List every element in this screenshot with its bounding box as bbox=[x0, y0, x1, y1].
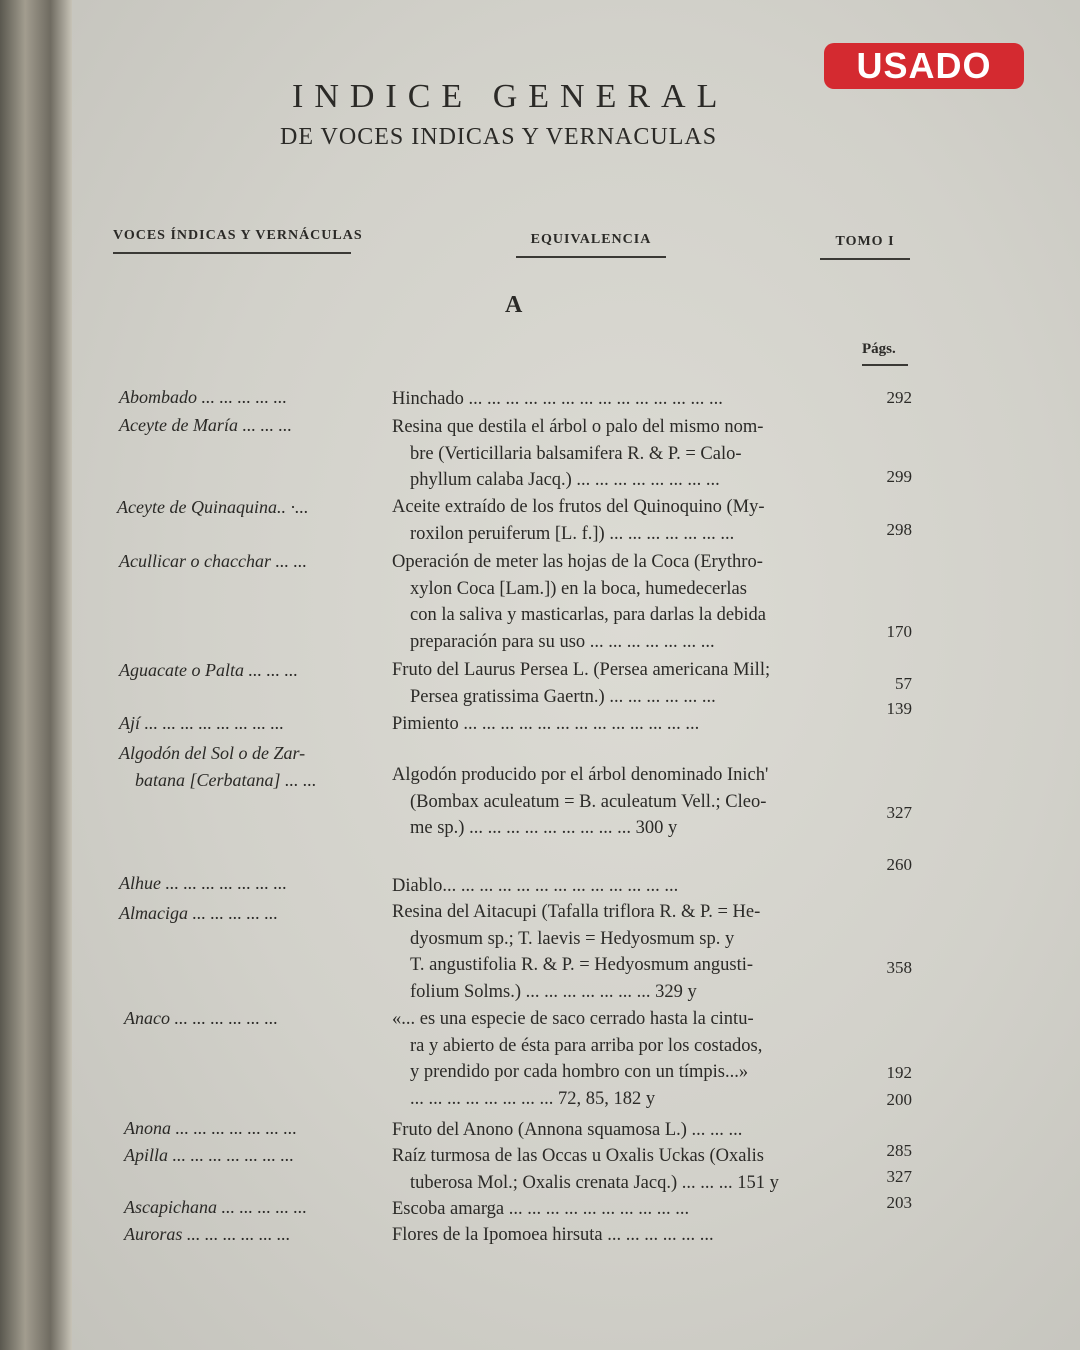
entry-definition: Resina que destila el árbol o palo del mismo nom- bre (Verticillaria balsamifera R. & P. = Calo- phyllum calaba Jacq.) ... ... ... ... ... ... ... ... bbox=[392, 417, 764, 490]
entry-definition: Raíz turmosa de las Occas u Oxalis Uckas (Oxalis tuberosa Mol.; Oxalis crenata Jacq.) ... ... ... 151 y bbox=[392, 1146, 779, 1193]
entry-term-continued: batana [Cerbatana] ... ... bbox=[135, 770, 317, 790]
entry-page: 57 bbox=[895, 674, 912, 693]
entry-term: Aceyte de Quinaquina.. ·... bbox=[117, 497, 309, 517]
entry-term: Anaco ... ... ... ... ... ... bbox=[124, 1008, 278, 1028]
entry-page: 327 bbox=[886, 803, 912, 822]
entry-term: Aceyte de María ... ... ... bbox=[119, 415, 292, 435]
entry-definition: Escoba amarga ... ... ... ... ... ... ... ... ... ... bbox=[392, 1199, 690, 1219]
entry-page: 285 bbox=[886, 1141, 912, 1160]
entry-term: Apilla ... ... ... ... ... ... ... bbox=[124, 1145, 294, 1165]
entry-definition: Diablo... ... ... ... ... ... ... ... ... ... ... ... ... bbox=[392, 876, 679, 896]
entry-term: Aguacate o Palta ... ... ... bbox=[119, 660, 298, 680]
entry-term: Alhue ... ... ... ... ... ... ... bbox=[119, 873, 287, 893]
page-title: INDICE GENERAL bbox=[292, 78, 729, 115]
used-badge: USADO bbox=[824, 43, 1024, 89]
entry-page: 170 bbox=[886, 622, 912, 641]
entry-definition: Operación de meter las hojas de la Coca (Erythro- xylon Coca [Lam.]) en la boca, humedecerlas con la saliva y masticarlas, para darlas la debida preparación para su uso ... ... ... ... ... ... ... bbox=[392, 552, 766, 652]
column-header-tomo: TOMO I bbox=[820, 234, 910, 260]
entry-definition: Aceite extraído de los frutos del Quinoquino (My- roxilon peruiferum [L. f.]) ... ... ... ... ... ... ... bbox=[392, 497, 765, 544]
entry-definition: Fruto del Anono (Annona squamosa L.) ... ... ... bbox=[392, 1120, 743, 1140]
entry-definition: Flores de la Ipomoea hirsuta ... ... ... ... ... ... bbox=[392, 1225, 714, 1245]
entry-term: Acullicar o chacchar ... ... bbox=[119, 551, 307, 571]
entry-page: 203 bbox=[886, 1193, 912, 1212]
entry-definition: Algodón producido por el árbol denominado Inich' (Bombax aculeatum = B. aculeatum Vell.; Cleo- me sp.) ... ... ... ... ... ... ... ... ... 300 y bbox=[392, 765, 769, 838]
page-subtitle: DE VOCES INDICAS Y VERNACULAS bbox=[280, 124, 718, 150]
pages-label: Págs. bbox=[862, 341, 908, 366]
column-header-voces: VOCES ÍNDICAS Y VERNÁCULAS bbox=[113, 228, 351, 254]
section-letter: A bbox=[505, 292, 523, 318]
entry-page: 299 bbox=[886, 467, 912, 486]
entry-definition: Fruto del Laurus Persea L. (Persea americana Mill; Persea gratissima Gaertn.) ... ... ... ... ... ... bbox=[392, 660, 771, 707]
entry-page: 292 bbox=[886, 388, 912, 407]
entry-definition: «... es una especie de saco cerrado hasta la cintu- ra y abierto de ésta para arriba por los costados, y prendido por cada hombro con un tímpis...» ... ... ... ... ... ... ... ... 72, 85, 182 y bbox=[392, 1009, 763, 1109]
entry-page: 139 bbox=[886, 699, 912, 718]
entry-page: 200 bbox=[886, 1090, 912, 1109]
entry-term: Abombado ... ... ... ... ... bbox=[119, 387, 287, 407]
column-header-equivalencia: EQUIVALENCIA bbox=[516, 232, 666, 258]
entry-term: Anona ... ... ... ... ... ... ... bbox=[124, 1118, 297, 1138]
entry-definition: Hinchado ... ... ... ... ... ... ... ... ... ... ... ... ... ... bbox=[392, 389, 723, 409]
entry-page-secondary: 327 bbox=[886, 1167, 912, 1186]
entry-term: Ascapichana ... ... ... ... ... bbox=[124, 1197, 307, 1217]
entry-page: 192 bbox=[886, 1063, 912, 1082]
entry-definition: Pimiento ... ... ... ... ... ... ... ... ... ... ... ... ... bbox=[392, 714, 700, 734]
entry-term: Ají ... ... ... ... ... ... ... ... bbox=[119, 713, 284, 733]
entry-page: 358 bbox=[886, 958, 912, 977]
book-spine-edge bbox=[0, 0, 72, 1350]
entry-term: Almaciga ... ... ... ... ... bbox=[119, 903, 278, 923]
entry-definition: Resina del Aitacupi (Tafalla triflora R. & P. = He- dyosmum sp.; T. laevis = Hedyosmum sp. y T. angustifolia R. & P. = Hedyosmum angusti- folium Solms.) ... ... ... ... ... ... ... 329 y bbox=[392, 902, 761, 1002]
entry-term: Auroras ... ... ... ... ... ... bbox=[124, 1224, 291, 1244]
entry-page: 260 bbox=[886, 855, 912, 874]
entry-term: Algodón del Sol o de Zar- bbox=[119, 743, 306, 763]
entry-page: 298 bbox=[886, 520, 912, 539]
